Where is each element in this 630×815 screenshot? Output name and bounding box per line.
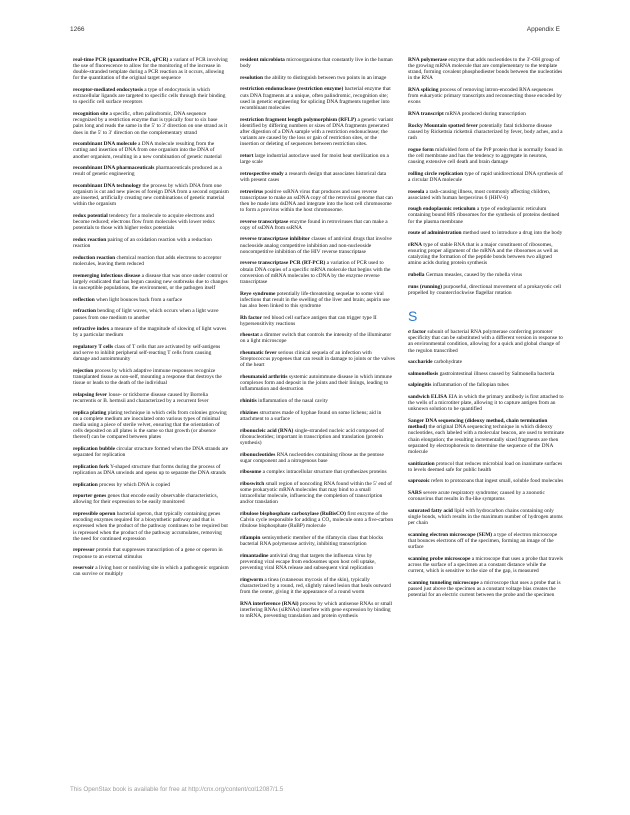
- glossary-term: ribosome: [240, 469, 262, 476]
- glossary-term: retort: [240, 152, 254, 159]
- glossary-term: reemerging infectious disease: [73, 272, 141, 279]
- glossary-term: retrospective study: [240, 170, 284, 177]
- glossary-term: rRNA: [408, 241, 423, 248]
- glossary-term: scanning tunneling microscope: [408, 579, 479, 586]
- glossary-term: RNA transcript: [408, 111, 444, 118]
- section-letter-heading: S: [408, 308, 418, 325]
- glossary-term: replication bubble: [73, 446, 115, 452]
- glossary-term: rimantadine: [240, 552, 269, 559]
- glossary-definition: classes of antiviral drugs that involve nucleoside analog competitive inhibition and non-nucleoside noncompetitive inhibition of the HIV reverse transcriptase: [240, 236, 392, 255]
- glossary-term: ribonucleic acid (RNA): [240, 427, 294, 434]
- glossary-definition: a measure of the magnitude of slowing of light waves by a particular medium: [73, 326, 227, 339]
- glossary-entry: [240, 171, 396, 183]
- glossary-term: recombinant DNA pharmaceuticals: [73, 165, 155, 172]
- glossary-entry: [408, 147, 564, 165]
- glossary-definition: enzyme that adds nucleotides to the 3′-OH group of the growing mRNA molecule that are complementary to the template strand, forming covalent phosphodiester bonds between the nucleotides in the RNA: [408, 57, 563, 82]
- glossary-definition: gastrointestinal illness caused by Salmonella bacteria: [438, 370, 555, 377]
- glossary-entry: [408, 490, 564, 502]
- glossary-entry: [73, 511, 229, 542]
- glossary-term: RNA interference (RNAi): [240, 600, 299, 607]
- glossary-entry: [408, 394, 564, 412]
- glossary-term: scanning electron microscope (SEM): [408, 531, 493, 538]
- glossary-entry: [73, 308, 229, 320]
- glossary-column-3: [408, 57, 564, 604]
- glossary-definition: a rash-causing illness, most commonly affecting children, associated with human herpesvirus 6 (HHV-6): [408, 188, 551, 201]
- glossary-term: rogue form: [408, 146, 434, 153]
- page-number: 1266: [70, 26, 85, 33]
- glossary-term: RNA splicing: [408, 87, 439, 94]
- glossary-term: ribonucleotides: [240, 451, 276, 458]
- glossary-entry: [73, 183, 229, 208]
- glossary-definition: enzyme found in retroviruses that can make a copy of ssDNA from ssRNA: [240, 218, 388, 231]
- glossary-term: saturated fatty acid: [408, 507, 453, 514]
- glossary-definition: red blood cell surface antigen that can trigger type II hypersensitivity reactions: [240, 314, 377, 327]
- glossary-definition: plating technique in which cells from colonies growing on a complete medium are inoculated onto various types of minimal media using a piece of sterile velvet, ensuring that the orientation of cells deposited on all plates is the same so that growth (or absence thereof) can be compared between plates: [73, 409, 227, 441]
- glossary-definition: type of stable RNA that is a major constituent of ribosomes, ensuring proper alignment of the mRNA and the ribosomes as well as catalyzing the formation of the peptide bonds between two aligned amino acids during protein synthesis: [408, 241, 559, 267]
- glossary-entry: [240, 332, 396, 344]
- glossary-term: rheumatoid arthritis: [240, 374, 288, 381]
- glossary-definition: potentially fatal tickborne disease caused by Rickettsia rickettsii characterized by fever, body aches, and a rash: [408, 122, 563, 142]
- glossary-definition: the ability to distinguish between two points in an image: [262, 74, 387, 81]
- glossary-term: real-time PCR (quantitative PCR, qPCR): [73, 57, 169, 63]
- glossary-entry: [240, 57, 396, 69]
- glossary-entry: [73, 237, 229, 249]
- glossary-entry: [240, 75, 396, 81]
- glossary-definition: circular structure formed when the DNA strands are separated for replication: [73, 446, 229, 459]
- glossary-entry: [408, 189, 564, 201]
- glossary-definition: a complex intracellular structure that synthesizes proteins: [261, 469, 387, 476]
- glossary-definition: carbohydrate: [432, 359, 463, 366]
- glossary-definition: mRNA produced during transcription: [443, 111, 526, 118]
- glossary-term: replication: [73, 481, 98, 488]
- glossary-definition: bending of light waves, which occurs when a light wave passes from one medium to another: [73, 308, 219, 321]
- glossary-definition: microorganisms that constantly live in the human body: [240, 57, 393, 70]
- glossary-definition: a microscope that uses a probe that is passed just above the specimen as a constant voltage bias creates the potential for an electric current between the probe and the specimen: [408, 579, 561, 599]
- glossary-entry: [408, 382, 564, 388]
- glossary-definition: protocol that reduces microbial load on inanimate surfaces to levels deemed safe for public health: [408, 460, 563, 473]
- glossary-definition: a variation of PCR used to obtain DNA copies of a specific mRNA molecule that begins with the conversion of mRNA molecules to cDNA by the enzyme reverse transcriptase: [240, 260, 391, 285]
- glossary-entry: [408, 461, 564, 473]
- glossary-definition: bacterial operon, that typically containing genes encoding enzymes required for a biosynthetic pathway and that is expressed when the product of the pathway continues to be required but is repressed when the product of the pathway accumulates, removing the need for continued expression: [73, 511, 228, 542]
- glossary-term: restriction fragment length polymorphism (RFLP): [240, 116, 357, 123]
- glossary-definition: potentially life-threatening sequelae to some viral infections that result in the swelling of the liver and brain; aspirin use has also been linked to this syndrome: [240, 290, 390, 309]
- glossary-term: restriction endonuclease (restriction enzyme): [240, 86, 344, 93]
- glossary-definition: a tinea (cutaneous mycosis of the skin), typically characterized by a round, red, slightly raised lesion that heals outward from the center, giving it the appearance of a round worm: [240, 576, 391, 596]
- glossary-term: rifampin: [240, 535, 261, 542]
- glossary-term: rolling circle replication: [408, 170, 464, 177]
- glossary-definition: German measles, caused by the rubella virus: [424, 272, 523, 279]
- glossary-term: reverse transcriptase: [240, 218, 289, 225]
- glossary-r-entries: [408, 57, 564, 296]
- glossary-definition: EIA in which the primary antibody is first attached to the wells of a microtiter plate, allowing it to capture antigen from an unknown solution to be quantified: [408, 394, 564, 413]
- glossary-term: Sanger DNA sequencing (dideoxy method, chain termination method): [408, 418, 548, 431]
- glossary-entry: [240, 189, 396, 214]
- glossary-definition: the original DNA sequencing technique in which dideoxy nucleotides, each labeled with a molecular beacon, are used to terminate chain elongation; the resulting incrementally sized fragments are then separated by electrophoresis to determine the sequence of the DNA molecule: [408, 424, 564, 455]
- glossary-term: rough endoplasmic reticulum: [408, 206, 476, 213]
- glossary-definition: single-stranded nucleic acid composed of ribonucleotides; important in transcription and translation (protein synthesis): [240, 427, 384, 446]
- glossary-term: regulatory T cells: [73, 343, 114, 350]
- glossary-term: Rocky Mountain spotted fever: [408, 122, 478, 129]
- glossary-definition: serious clinical sequela of an infection with Streptococcus pyogenes that can result in damage to joints or the valves of the heart: [240, 350, 395, 369]
- glossary-term: reduction reaction: [73, 254, 116, 261]
- glossary-entry: [240, 374, 396, 392]
- glossary-definition: genes that encode easily observable characteristics, allowing for their expression to be easily monitored: [73, 493, 218, 506]
- glossary-term: salmonellosis: [408, 370, 439, 377]
- glossary-definition: the process by which DNA from one organism is cut and new pieces of foreign DNA from a second organism are inserted, artificially creating new combinations of genetic material within the organism: [73, 183, 229, 208]
- glossary-entry: [73, 482, 229, 488]
- glossary-entry: [73, 392, 229, 404]
- glossary-entry: [73, 464, 229, 476]
- glossary-definition: a type of endocytosis in which extracellular ligands are targeted to specific cells through their binding to specific cell surface receptors: [73, 87, 226, 106]
- glossary-entry: [73, 57, 229, 82]
- glossary-entry: [73, 297, 229, 303]
- glossary-entry: [240, 398, 396, 404]
- glossary-term: Reye syndrome: [240, 290, 276, 297]
- glossary-definition: subunit of bacterial RNA polymerase conferring promoter specificity that can be substituted with a different version in response to an environmental condition, allowing for a quick and global change of the regulon transcribed: [408, 329, 563, 354]
- glossary-entry: [240, 452, 396, 464]
- glossary-entry: [408, 272, 564, 278]
- glossary-column-2: [240, 57, 396, 625]
- glossary-entry: [73, 87, 229, 105]
- glossary-entry: [240, 428, 396, 446]
- glossary-term: roseola: [408, 188, 425, 195]
- glossary-term: riboswitch: [240, 480, 265, 487]
- glossary-entry: [73, 273, 229, 291]
- glossary-definition: RNA nucleotides containing ribose as the pentose sugar component and a nitrogenous base: [240, 451, 384, 464]
- glossary-entry: [240, 291, 396, 309]
- glossary-term: redox potential: [73, 213, 108, 220]
- glossary-entry: [73, 410, 229, 441]
- glossary-entry: [408, 87, 564, 105]
- glossary-definition: first enzyme of the Calvin cycle responsible for adding a CO₂ molecule onto a five-carbon ribulose bisphosphate (RuBP) molecule: [240, 511, 394, 530]
- glossary-entry: [408, 532, 564, 550]
- glossary-entry: [408, 371, 564, 377]
- glossary-term: resident microbiota: [240, 57, 285, 63]
- glossary-entry: [408, 206, 564, 224]
- glossary-definition: bacterial enzyme that cuts DNA fragments at a unique, often palindromic, recognition site; used in genetic engineering for splicing DNA fragments together into recombinant molecules: [240, 86, 391, 111]
- glossary-term: recognition site: [73, 111, 109, 118]
- glossary-term: SARS: [408, 490, 422, 496]
- glossary-entry: [408, 111, 564, 117]
- glossary-definition: a DNA molecule resulting from the cutting and insertion of DNA from one organism into the DNA of another organism, resulting in a new combination of genetic material: [73, 141, 222, 160]
- glossary-term: replica plating: [73, 409, 107, 416]
- glossary-definition: tendency for a molecule to acquire electrons and become reduced; electrons flow from molecules with lower redox potentials to those with higher redox potentials: [73, 213, 215, 232]
- glossary-entry: [408, 580, 564, 598]
- glossary-term: rheostat: [240, 332, 259, 339]
- glossary-entry: [408, 329, 564, 354]
- glossary-term: rheumatic fever: [240, 350, 277, 357]
- glossary-definition: process by which DNA is copied: [97, 481, 170, 488]
- glossary-term: retrovirus: [240, 188, 264, 195]
- glossary-entry: [73, 493, 229, 505]
- glossary-entry: [408, 171, 564, 183]
- glossary-definition: type of rapid unidirectional DNA synthesis of a circular DNA molecule: [408, 170, 563, 183]
- glossary-term: redox reaction: [73, 237, 107, 244]
- glossary-entry: [240, 219, 396, 231]
- glossary-term: saprozoic: [408, 478, 430, 485]
- glossary-entry: [240, 153, 396, 165]
- glossary-entry: [240, 469, 396, 475]
- glossary-entry: [408, 284, 564, 296]
- glossary-term: σ factor: [408, 329, 427, 336]
- glossary-term: refractive index: [73, 326, 110, 333]
- glossary-term: reverse transcriptase inhibitor: [240, 236, 310, 243]
- glossary-definition: Y-shaped structure that forms during the process of replication as DNA unwinds and opens up to separate the DNA strands: [73, 463, 226, 476]
- glossary-entry: [240, 481, 396, 506]
- glossary-definition: a variant of PCR involving the use of fluorescence to allow for the monitoring of the increase in double-stranded template during a PCR reaction as it occurs, allowing for the quantitation of the original target sequence: [73, 57, 228, 82]
- glossary-entry: [408, 123, 564, 141]
- glossary-term: reflection: [73, 296, 95, 303]
- glossary-entry: [240, 535, 396, 547]
- glossary-definition: process by which antisense RNAs or small interfering RNAs (siRNAs) interfere with gene expression by binding to mRNA, preventing translation and protein synthesis: [240, 600, 393, 620]
- glossary-term: rubella: [408, 272, 425, 279]
- glossary-entry: [240, 410, 396, 422]
- glossary-definition: antiviral drug that targets the influenza virus by preventing viral escape from endosomes upon host cell uptake, preventing viral RNA release and subsequent viral replication: [240, 552, 376, 572]
- glossary-entry: [240, 117, 396, 148]
- glossary-term: sandwich ELISA: [408, 394, 448, 401]
- glossary-entry: [408, 556, 564, 574]
- glossary-entry: [73, 326, 229, 338]
- glossary-definition: process of removing intron-encoded RNA sequences from eukaryotic primary transcripts and reconnecting those encoded by exons: [408, 87, 562, 106]
- glossary-definition: a specific, often palindromic, DNA sequence recognized by a restriction enzyme that is typically four to six base pairs long and reads the same in the 5′ to 3′ direction on one strand as it does in the 5′ to 3′ direction on the complementary strand: [73, 111, 228, 136]
- glossary-definition: a research design that associates historical data with present cases: [240, 170, 387, 183]
- glossary-entry: [73, 344, 229, 362]
- glossary-definition: lipid with hydrocarbon chains containing only single bonds, which results in the maximum number of hydrogen atoms per chain: [408, 507, 563, 527]
- glossary-definition: a microscope that uses a probe that travels across the surface of a specimen at a constant distance while the current, which is sensitive to the size of the gap, is measured: [408, 555, 563, 575]
- glossary-definition: a type of electron microscope that bounces electrons off of the specimen, forming an image of the surface: [408, 531, 558, 551]
- glossary-term: reporter genes: [73, 493, 107, 500]
- glossary-definition: pharmaceuticals produced as a result of genetic engineering: [73, 165, 222, 178]
- glossary-definition: chemical reaction that adds electrons to acceptor molecules, leaving them reduced: [73, 254, 222, 268]
- glossary-entry: [240, 577, 396, 595]
- glossary-entry: [408, 242, 564, 267]
- glossary-term: rhizines: [240, 409, 259, 416]
- glossary-term: replication fork: [73, 463, 109, 470]
- glossary-entry: [73, 368, 229, 386]
- glossary-definition: louse- or tickborne disease caused by Borrelia recurrentis or B. hermsii and characterized by a recurrent fever: [73, 391, 209, 405]
- glossary-entry: [73, 547, 229, 559]
- glossary-entry: [73, 565, 229, 577]
- glossary-definition: semisynthetic member of the rifamycin class that blocks bacterial RNA polymerase activity, inhibiting transcription: [240, 535, 384, 548]
- glossary-term: sanitization: [408, 460, 435, 467]
- glossary-term: ringworm: [240, 576, 264, 583]
- glossary-term: recombinant DNA molecule: [73, 141, 137, 148]
- glossary-term: reservoir: [73, 565, 94, 572]
- glossary-entry: [408, 57, 564, 82]
- glossary-term: receptor-mediated endocytosis: [73, 87, 143, 94]
- footer-note: This OpenStax book is available for free at http://cnx.org/content/col12087/1.5: [70, 786, 284, 793]
- glossary-s-entries: [408, 329, 564, 598]
- section-title: Appendix E: [526, 26, 560, 33]
- glossary-term: rejection: [73, 367, 94, 374]
- glossary-term: runs (running): [408, 283, 443, 290]
- glossary-term: resolution: [240, 74, 263, 81]
- glossary-term: repressor: [73, 547, 95, 554]
- glossary-entry: [73, 111, 229, 136]
- glossary-definition: a living host or nonliving site in which a pathogenic organism can survive or multiply: [73, 565, 229, 578]
- glossary-entry: [240, 601, 396, 619]
- glossary-entry: [408, 359, 564, 365]
- glossary-definition: systemic autoimmune disease in which immune complexes form and deposit in the joints and their linings, leading to inflammation and destruction: [240, 374, 392, 393]
- glossary-definition: structures made of hyphae found on some lichens; aid in attachment to a surface: [240, 409, 382, 422]
- glossary-term: Rh factor: [240, 314, 263, 321]
- glossary-definition: large industrial autoclave used for moist heat sterilization on a large scale: [240, 152, 389, 166]
- glossary-term: recombinant DNA technology: [73, 183, 142, 189]
- glossary-entry: [73, 255, 229, 267]
- glossary-entry: [240, 315, 396, 327]
- glossary-entry: [240, 86, 396, 111]
- glossary-definition: small region of noncoding RNA found within the 5′ end of some prokaryotic mRNA molecules that may bind to a small intracellular molecule, influencing the completion of transcription and/or translation: [240, 480, 392, 506]
- glossary-definition: refers to protozoans that ingest small, soluble food molecules: [429, 478, 564, 485]
- glossary-term: route of administration: [408, 230, 462, 237]
- glossary-definition: inflammation of the fallopian tubes: [431, 382, 509, 389]
- glossary-column-1: [73, 57, 229, 583]
- glossary-term: salpingitis: [408, 382, 432, 389]
- glossary-definition: pairing of an oxidation reaction with a reduction reaction: [73, 237, 212, 250]
- glossary-definition: purposeful, directional movement of a prokaryotic cell propelled by counterclockwise flagellar rotation: [408, 283, 562, 296]
- glossary-definition: positive ssRNA virus that produces and uses reverse transcriptase to make an ssDNA copy of the retroviral genome that can then be made into dsDNA and integrate into the host cell chromosome to form a provirus within the host chromosome.: [240, 188, 393, 213]
- glossary-entry: [408, 230, 564, 236]
- glossary-definition: process by which adaptive immune responses recognize transplanted tissue as non-self, mounting a response that destroys the tissue or leads to the death of the individual: [73, 367, 222, 387]
- glossary-entry: [73, 165, 229, 177]
- glossary-entry: [240, 553, 396, 571]
- glossary-definition: a dimmer switch that controls the intensity of the illuminator on a light microscope: [240, 332, 392, 345]
- glossary-entry: [240, 350, 396, 368]
- glossary-term: rhinitis: [240, 398, 257, 405]
- glossary-term: ribulose bisphosphate carboxylase (RuBisCO): [240, 511, 346, 518]
- glossary-definition: inflammation of the nasal cavity: [256, 398, 328, 405]
- glossary-definition: method used to introduce a drug into the body: [461, 230, 563, 237]
- glossary-definition: a type of endoplasmic reticulum containing bound 80S ribosomes for the synthesis of proteins destined for the plasma membrane: [408, 206, 560, 225]
- glossary-entry: [408, 478, 564, 484]
- glossary-term: reverse transcriptase PCR (RT-PCR): [240, 260, 326, 267]
- glossary-entry: [73, 213, 229, 231]
- glossary-term: RNA polymerase: [408, 57, 448, 63]
- glossary-term: repressible operon: [73, 511, 116, 518]
- glossary-definition: class of T cells that are activated by self-antigens and serve to inhibit peripheral self-reacting T cells from causing damage and autoimmunity: [73, 343, 221, 363]
- glossary-definition: a disease that was once under control or largely eradicated that has begun causing new outbreaks due to changes in susceptible populations, the environment, or the pathogen itself: [73, 272, 228, 292]
- glossary-entry: [73, 446, 229, 458]
- glossary-definition: when light bounces back from a surface: [94, 296, 183, 303]
- glossary-entry: [408, 418, 564, 455]
- glossary-entry: [73, 141, 229, 159]
- glossary-term: refraction: [73, 308, 96, 315]
- glossary-definition: misfolded form of the PrP protein that is normally found in the cell membrane and has the tendency to aggregate in neurons, causing extensive cell death and brain damage: [408, 146, 563, 166]
- glossary-term: scanning probe microscope: [408, 555, 471, 562]
- glossary-term: relapsing fever: [73, 391, 108, 398]
- glossary-definition: severe acute respiratory syndrome; caused by a zoonotic coronavirus that results in flu-like symptoms: [408, 490, 545, 503]
- glossary-entry: [240, 260, 396, 285]
- glossary-entry: [240, 511, 396, 529]
- page-header: [70, 26, 560, 36]
- glossary-definition: a genetic variant identified by differing numbers or sizes of DNA fragments generated after digestion of a DNA sample with a restriction endonuclease; the variants are caused by the loss or gain of restriction sites, or the insertion or deleting of sequences between restriction sites.: [240, 116, 394, 148]
- glossary-definition: protein that suppresses transcription of a gene or operon in response to an external stimulus: [73, 547, 223, 560]
- glossary-entry: [408, 508, 564, 526]
- glossary-term: saccharide: [408, 359, 433, 366]
- glossary-entry: [240, 236, 396, 254]
